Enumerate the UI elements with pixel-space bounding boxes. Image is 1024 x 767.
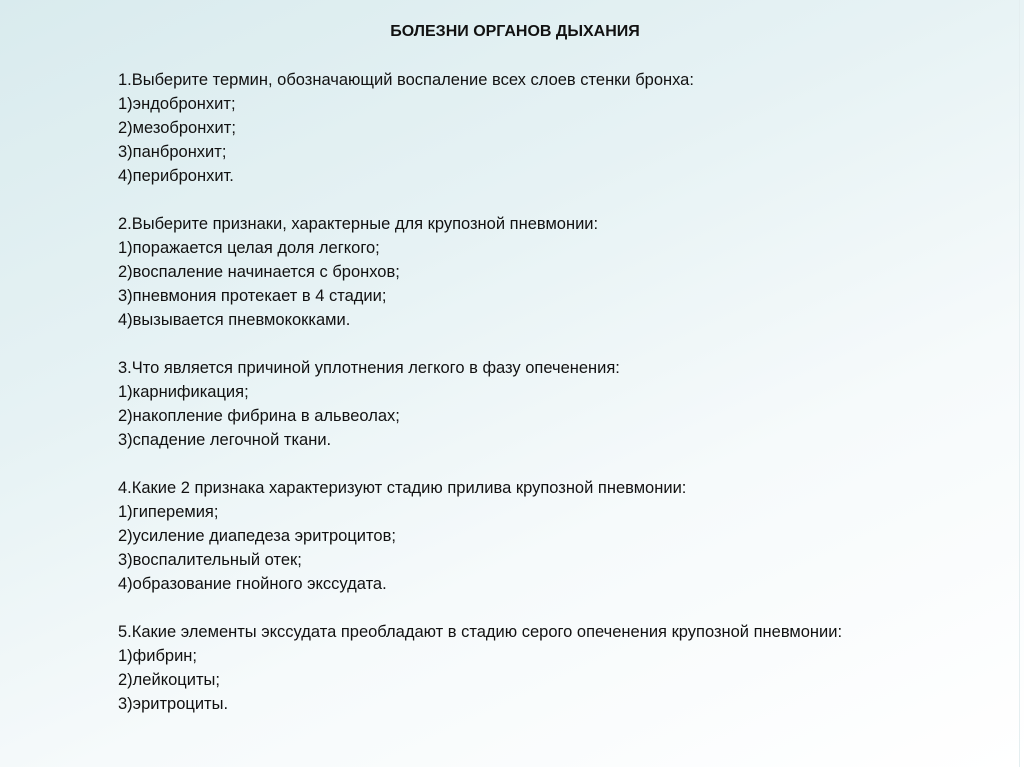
question-text: 2.Выберите признаки, характерные для крупозной пневмонии: xyxy=(118,215,599,233)
answer-option: 4)перибронхит. xyxy=(118,167,234,185)
answer-option: 4)вызывается пневмококками. xyxy=(118,311,351,329)
answer-option: 3)воспалительный отек; xyxy=(118,551,302,569)
question-text: 4.Какие 2 признака характеризуют стадию прилива крупозной пневмонии: xyxy=(118,479,687,497)
answer-option: 3)панбронхит; xyxy=(118,143,227,161)
slide-edge xyxy=(1019,0,1020,767)
question-block xyxy=(118,476,893,596)
answer-option: 1)поражается целая доля легкого; xyxy=(118,239,380,257)
answer-option: 1)фибрин; xyxy=(118,647,198,665)
question-block xyxy=(118,68,893,188)
question-block xyxy=(118,356,893,452)
question-list xyxy=(118,68,893,740)
question-block xyxy=(118,620,893,716)
answer-option: 2)воспаление начинается с бронхов; xyxy=(118,263,400,281)
question-block xyxy=(118,212,893,332)
question-text: 5.Какие элементы экссудата преобладают в стадию серого опеченения крупозной пневмонии: xyxy=(118,623,843,641)
question-text: 3.Что является причиной уплотнения легкого в фазу опеченения: xyxy=(118,359,620,377)
answer-option: 4)образование гнойного экссудата. xyxy=(118,575,387,593)
page-title: БОЛЕЗНИ ОРГАНОВ ДЫХАНИЯ xyxy=(390,23,640,40)
answer-option: 3)пневмония протекает в 4 стадии; xyxy=(118,287,387,305)
answer-option: 2)усиление диапедеза эритроцитов; xyxy=(118,527,396,545)
answer-option: 2)лейкоциты; xyxy=(118,671,220,689)
answer-option: 1)карнификация; xyxy=(118,383,249,401)
question-text: 1.Выберите термин, обозначающий воспаление всех слоев стенки бронха: xyxy=(118,71,694,89)
answer-option: 2)накопление фибрина в альвеолах; xyxy=(118,407,400,425)
answer-option: 1)эндобронхит; xyxy=(118,95,236,113)
answer-option: 3)спадение легочной ткани. xyxy=(118,431,332,449)
answer-option: 3)эритроциты. xyxy=(118,695,229,713)
answer-option: 1)гиперемия; xyxy=(118,503,219,521)
answer-option: 2)мезобронхит; xyxy=(118,119,236,137)
